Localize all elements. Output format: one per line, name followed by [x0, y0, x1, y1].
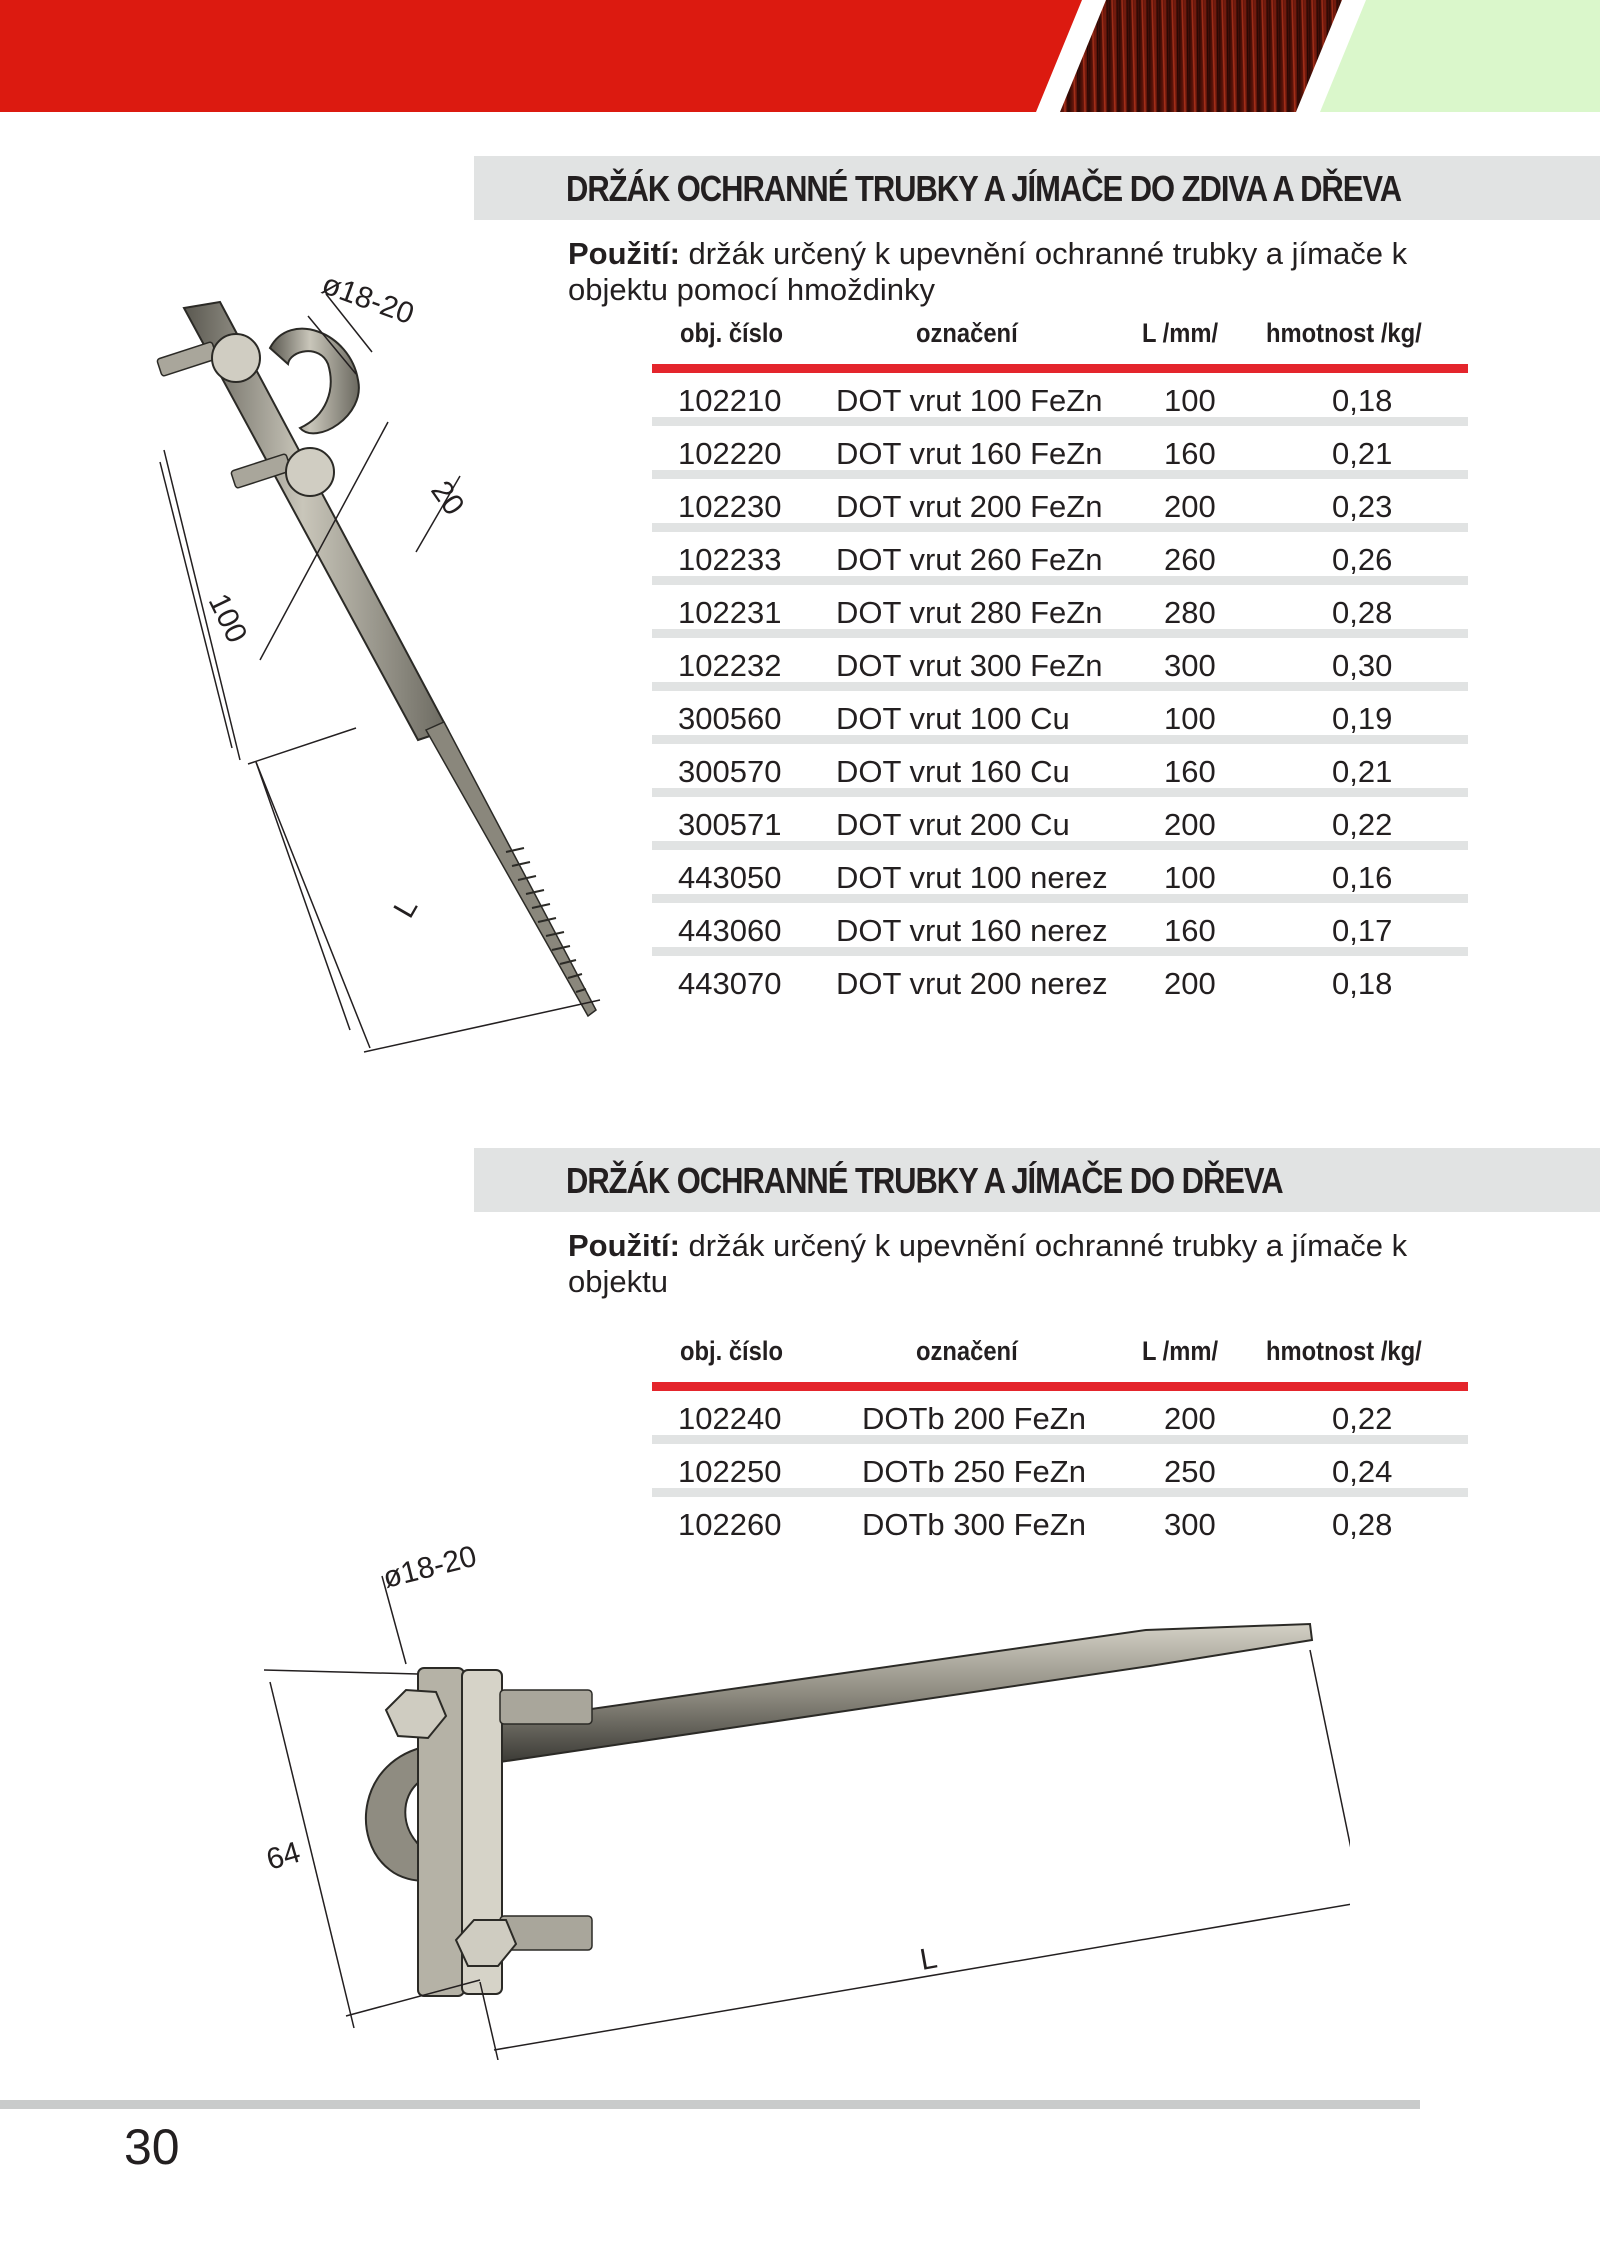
banner-graphic: [0, 0, 1600, 112]
header-name: označení: [916, 1336, 1018, 1366]
table-row: [652, 744, 1468, 797]
cell-weight: 0,17: [1332, 913, 1393, 948]
table-row: [652, 1391, 1468, 1444]
upper-bolt: [157, 341, 218, 376]
table-row: [652, 903, 1468, 956]
header-divider: [652, 364, 1468, 373]
cell-length: 300: [1164, 648, 1216, 683]
table-row: [652, 691, 1468, 744]
cell-name: DOTb 200 FeZn: [862, 1401, 1086, 1436]
drawing2-length-label: L: [917, 1941, 940, 1977]
cell-name: DOT vrut 280 FeZn: [836, 595, 1103, 630]
cell-length: 100: [1164, 860, 1216, 895]
cell-length: 300: [1164, 1507, 1216, 1542]
header-name: označení: [916, 318, 1018, 348]
cell-code: 102260: [678, 1507, 782, 1542]
table-row: [652, 532, 1468, 585]
section1-usage-text: držák určený k upevnění ochranné trubky a jímače k objektu pomocí hmoždinky: [568, 236, 1408, 307]
wood-spike: [500, 1624, 1312, 1762]
cell-code: 443060: [678, 913, 782, 948]
cell-weight: 0,21: [1332, 754, 1393, 789]
cell-name: DOTb 250 FeZn: [862, 1454, 1086, 1489]
upper-bolt: [500, 1690, 592, 1724]
cell-length: 100: [1164, 383, 1216, 418]
cell-name: DOT vrut 100 nerez: [836, 860, 1108, 895]
cell-code: 300570: [678, 754, 782, 789]
cell-name: DOT vrut 300 FeZn: [836, 648, 1103, 683]
header-code: obj. číslo: [680, 1336, 783, 1366]
section2-heading-band: [474, 1148, 1600, 1212]
page-number: 30: [124, 2119, 180, 2175]
cell-name: DOT vrut 200 Cu: [836, 807, 1070, 842]
cell-name: DOT vrut 200 nerez: [836, 966, 1108, 1001]
section1-heading-band: [474, 156, 1600, 220]
cell-weight: 0,18: [1332, 966, 1393, 1001]
section2-usage-text: držák určený k upevnění ochranné trubky a jímače k objektu: [568, 1228, 1408, 1299]
cell-code: 300560: [678, 701, 782, 736]
cell-weight: 0,18: [1332, 383, 1393, 418]
cell-name: DOTb 300 FeZn: [862, 1507, 1086, 1542]
upper-nut: [212, 334, 260, 382]
cell-code: 102250: [678, 1454, 782, 1489]
cell-weight: 0,24: [1332, 1454, 1393, 1489]
cell-name: DOT vrut 160 nerez: [836, 913, 1108, 948]
section1-table-body: [652, 373, 1468, 1009]
drawing1-length-label: L: [387, 892, 425, 924]
table-row: [652, 585, 1468, 638]
cell-name: DOT vrut 200 FeZn: [836, 489, 1103, 524]
cell-code: 102231: [678, 595, 782, 630]
cell-length: 200: [1164, 807, 1216, 842]
header-divider: [652, 1382, 1468, 1391]
section1-usage: [568, 236, 1488, 308]
cell-name: DOT vrut 100 FeZn: [836, 383, 1103, 418]
drawing2-diameter-label: ø18-20: [379, 1540, 480, 1595]
cell-weight: 0,22: [1332, 1401, 1393, 1436]
header-code: obj. číslo: [680, 318, 783, 348]
section1-product-drawing: [140, 240, 620, 1070]
cell-code: 443050: [678, 860, 782, 895]
section2-product-drawing: [250, 1540, 1350, 2060]
drawing1-width-label: 20: [424, 475, 471, 522]
dimension-lines: [160, 294, 600, 1052]
section2-table-header: [652, 1336, 1468, 1382]
cell-name: DOT vrut 160 FeZn: [836, 436, 1103, 471]
cell-weight: 0,26: [1332, 542, 1393, 577]
section1-usage-label: Použití:: [568, 236, 680, 271]
cell-code: 102240: [678, 1401, 782, 1436]
cell-length: 280: [1164, 595, 1216, 630]
section2-table: [652, 1336, 1468, 1550]
cell-length: 200: [1164, 966, 1216, 1001]
header-weight: hmotnost /kg/: [1266, 1336, 1422, 1366]
cell-code: 102210: [678, 383, 782, 418]
table-row: [652, 956, 1468, 1009]
cell-name: DOT vrut 160 Cu: [836, 754, 1070, 789]
cell-weight: 0,16: [1332, 860, 1393, 895]
table-row: [652, 797, 1468, 850]
cell-name: DOT vrut 260 FeZn: [836, 542, 1103, 577]
cell-weight: 0,28: [1332, 595, 1393, 630]
section2-usage-label: Použití:: [568, 1228, 680, 1263]
section2-usage: [568, 1228, 1488, 1300]
cell-length: 160: [1164, 913, 1216, 948]
table-row: [652, 479, 1468, 532]
cell-weight: 0,30: [1332, 648, 1393, 683]
drawing2-height-label: 64: [262, 1835, 305, 1877]
cell-length: 160: [1164, 754, 1216, 789]
top-banner: [0, 0, 1600, 112]
cell-length: 250: [1164, 1454, 1216, 1489]
section1-table-header: [652, 318, 1468, 364]
section1-table: [652, 318, 1468, 1009]
lower-nut: [286, 448, 334, 496]
drawing1-shank-label: 100: [201, 588, 254, 649]
cell-weight: 0,19: [1332, 701, 1393, 736]
cell-weight: 0,21: [1332, 436, 1393, 471]
cell-code: 300571: [678, 807, 782, 842]
table-row: [652, 373, 1468, 426]
cell-length: 200: [1164, 1401, 1216, 1436]
cell-length: 100: [1164, 701, 1216, 736]
cell-length: 200: [1164, 489, 1216, 524]
section2-title: DRŽÁK OCHRANNÉ TRUBKY A JÍMAČE DO DŘEVA: [566, 1160, 1283, 1201]
clamp-saddle: [270, 329, 359, 434]
cell-length: 160: [1164, 436, 1216, 471]
table-row: [652, 850, 1468, 903]
cell-weight: 0,23: [1332, 489, 1393, 524]
header-weight: hmotnost /kg/: [1266, 318, 1422, 348]
section2-table-body: [652, 1391, 1468, 1550]
header-length: L /mm/: [1142, 318, 1219, 348]
cell-code: 102230: [678, 489, 782, 524]
cell-code: 102220: [678, 436, 782, 471]
table-row: [652, 1444, 1468, 1497]
header-length: L /mm/: [1142, 1336, 1219, 1366]
screw-shank: [426, 722, 596, 1016]
table-row: [652, 638, 1468, 691]
table-row: [652, 426, 1468, 479]
cell-code: 102232: [678, 648, 782, 683]
drawing1-diameter-label: ø18-20: [317, 267, 419, 332]
cell-name: DOT vrut 100 Cu: [836, 701, 1070, 736]
cell-code: 443070: [678, 966, 782, 1001]
section1-title: DRŽÁK OCHRANNÉ TRUBKY A JÍMAČE DO ZDIVA A DŘEVA: [566, 168, 1402, 209]
cell-length: 260: [1164, 542, 1216, 577]
cell-weight: 0,28: [1332, 1507, 1393, 1542]
footer-rule: [0, 2100, 1420, 2109]
cell-weight: 0,22: [1332, 807, 1393, 842]
cell-code: 102233: [678, 542, 782, 577]
